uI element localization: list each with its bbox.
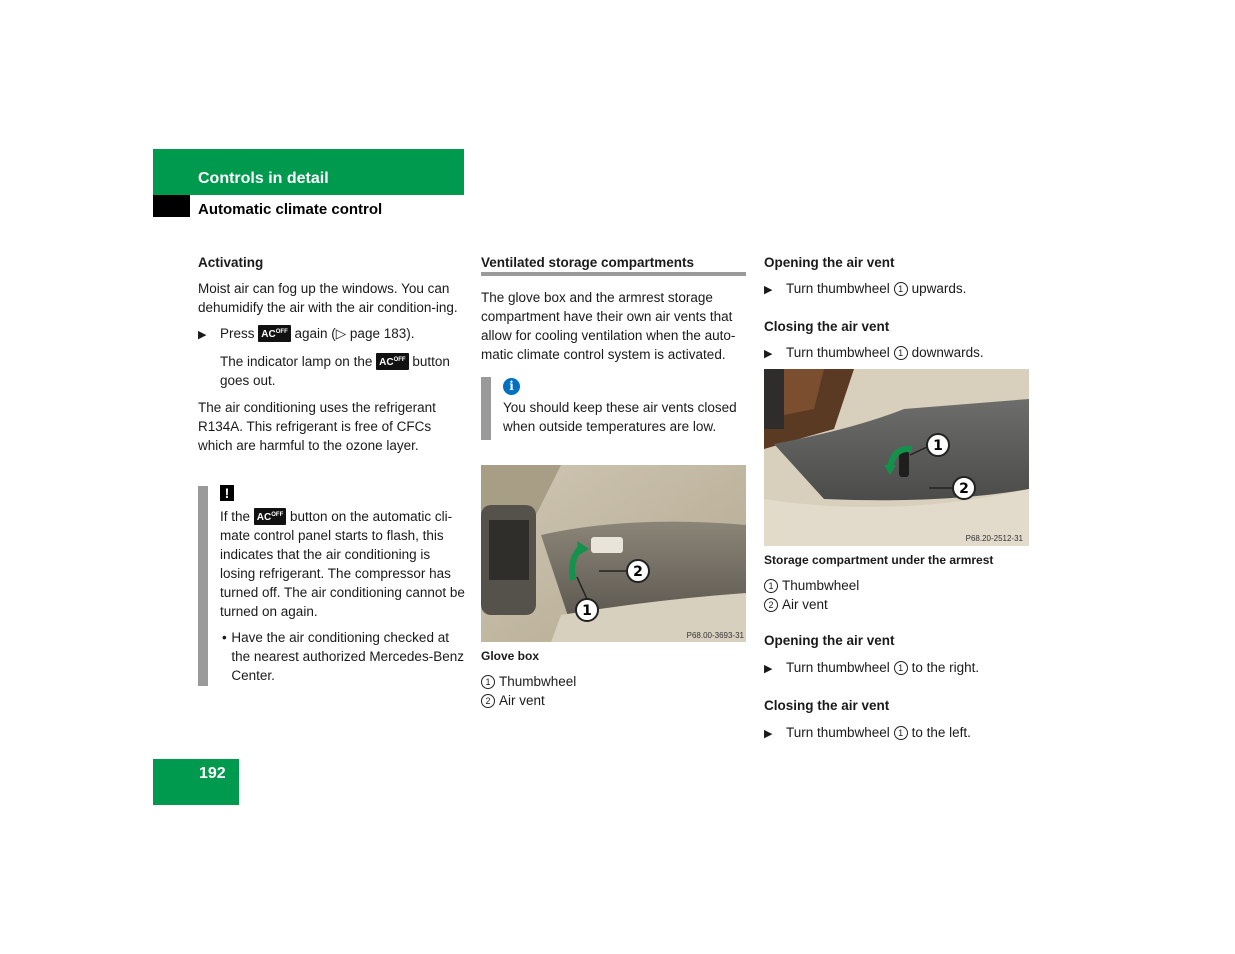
svg-text:2: 2 [959, 481, 969, 497]
heading-rule [481, 272, 746, 276]
heading-opening-1: Opening the air vent [764, 255, 895, 270]
step-arrow-icon: ▶ [764, 728, 773, 740]
armrest-photo [764, 369, 1029, 546]
col2-intro: The glove box and the armrest storage compartment have their own air vents that allow for cooling ventilation when the auto-matic climate control system is activated. [481, 290, 736, 362]
step-arrow-icon: ▶ [764, 284, 773, 296]
indicator-text: The indicator lamp on the $AC^{OFF}$ button goes out. [220, 354, 450, 388]
info-text: You should keep these air vents closed when outside temperatures are low. [503, 400, 737, 434]
page-ref[interactable]: page 183). [349, 326, 415, 341]
page-ref-triangle-icon: ▷ [335, 326, 350, 341]
warning-icon: ! [220, 485, 234, 501]
ac-off-button-icon: $AC^{OFF}$ [258, 325, 290, 342]
refrigerant-text: The air conditioning uses the refrigerant R134A. This refrigerant is free of CFCs which are harmful to the ozone layer. [198, 400, 436, 453]
info-note [503, 376, 747, 436]
heading-ventilated: Ventilated storage compartments [481, 255, 695, 270]
heading-closing-1: Closing the air vent [764, 319, 890, 334]
column-1 [198, 253, 463, 455]
glove-box-caption-block [481, 647, 747, 710]
heading-closing-2: Closing the air vent [764, 698, 890, 713]
warning-note [220, 484, 465, 685]
info-bar [481, 377, 491, 440]
legend-item: 1 Thumbwheel [481, 672, 747, 691]
column-3-top [764, 253, 1030, 364]
svg-text:2: 2 [633, 564, 643, 580]
section-title: Controls in detail [198, 170, 329, 187]
svg-text:1: 1 [582, 603, 592, 619]
subsection-marker [153, 195, 190, 217]
photo-code: P68.20-2512-31 [965, 534, 1023, 543]
ac-off-button-icon: $AC^{OFF}$ [254, 508, 286, 525]
warning-bullet: • Have the air conditioning checked at the nearest authorized Mercedes-Benz Center. [222, 630, 464, 683]
armrest-caption: Storage compartment under the armrest [764, 553, 994, 567]
heading-opening-2: Opening the air vent [764, 633, 895, 648]
warning-bar [198, 486, 208, 686]
heading-activating: Activating [198, 255, 264, 270]
legend-item: 1 Thumbwheel [764, 576, 1030, 595]
page-number: 192 [199, 765, 226, 782]
step-arrow-icon: ▶ [764, 663, 773, 675]
step-arrow-icon: ▶ [198, 329, 207, 341]
legend-item: 2 Air vent [764, 595, 1030, 614]
glove-box-photo [481, 465, 746, 642]
legend-item: 2 Air vent [481, 691, 747, 710]
photo-code: P68.00-3693-31 [686, 631, 744, 640]
svg-text:1: 1 [933, 438, 943, 454]
step-open-1: ▶ Turn thumbwheel 1 upwards. [764, 279, 1030, 300]
warning-text: If the $AC^{OFF}$ button on the automatic cli-mate control panel starts to flash, this indicates that the air conditioning is losing refrigerant. The compressor has turned off. The air conditioning cannot be turned on again. [220, 509, 465, 619]
step-close-2: ▶ Turn thumbwheel 1 to the left. [764, 723, 1030, 744]
step-open-2: ▶ Turn thumbwheel 1 to the right. [764, 658, 1030, 679]
ac-off-button-icon: $AC^{OFF}$ [376, 353, 408, 370]
column-3-bottom [764, 551, 1030, 744]
info-icon: i [503, 378, 520, 395]
page-number-box [153, 759, 239, 805]
glove-box-caption: Glove box [481, 649, 540, 663]
intro-text: Moist air can fog up the windows. You can dehumidify the air with the air condition-ing. [198, 281, 458, 315]
column-2 [481, 253, 747, 272]
subsection-title: Automatic climate control [198, 201, 383, 218]
step-close-1: ▶ Turn thumbwheel 1 downwards. [764, 343, 1030, 364]
step-press: ▶ Press $AC^{OFF}$ again (▷ page 183). [198, 324, 463, 345]
step-arrow-icon: ▶ [764, 348, 773, 360]
